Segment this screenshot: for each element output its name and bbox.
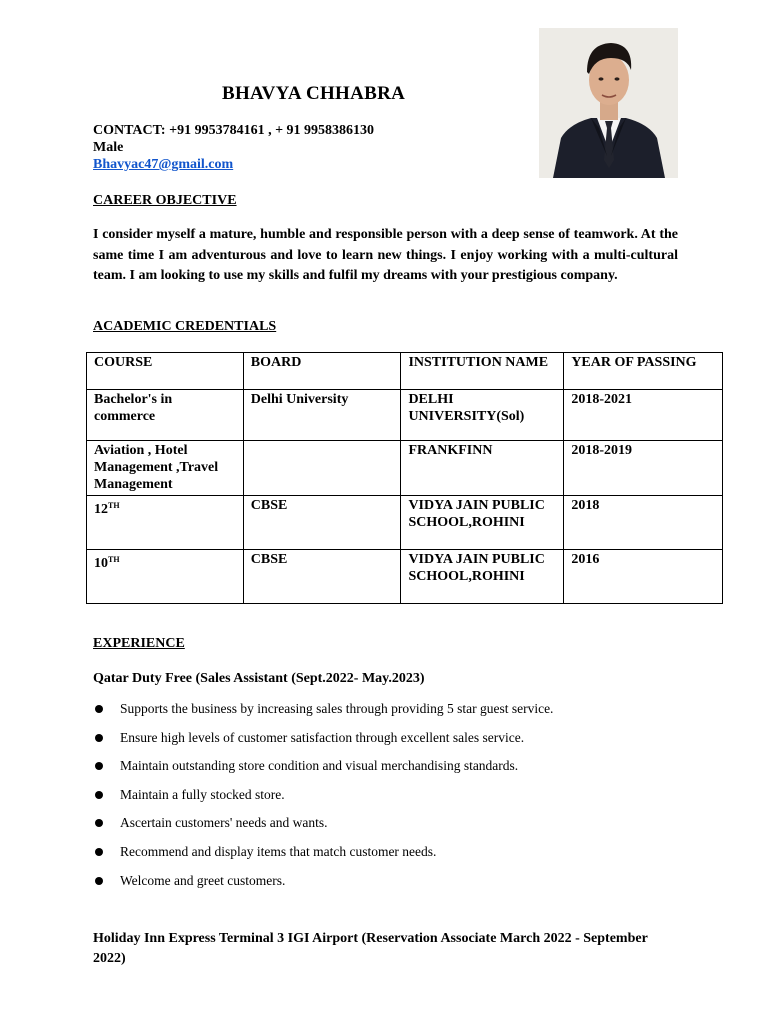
bullet-icon [95, 819, 103, 827]
career-objective-text: I consider myself a mature, humble and responsible person with a deep sense of teamwork. At the same time I am adventurous and love to learn new things. I enjoy working with a multi-cultural team. I am looking to use my skills and fulfil my dreams with your prestigious company. [93, 227, 678, 283]
table-row [87, 390, 723, 441]
list-item: Maintain a fully stocked store. [93, 785, 553, 814]
course-cell: 12TH [87, 496, 244, 550]
academic-table [86, 352, 723, 604]
bullet-icon [95, 791, 103, 799]
institution-cell: VIDYA JAIN PUBLIC SCHOOL,ROHINI [401, 496, 564, 550]
profile-photo [539, 28, 678, 178]
bullet-icon [95, 762, 103, 770]
column-header-year: YEAR OF PASSING [564, 353, 723, 390]
bullet-icon [95, 848, 103, 856]
board-cell: CBSE [243, 550, 401, 604]
column-header-institution: INSTITUTION NAME [401, 353, 564, 390]
course-cell: Bachelor's in commerce [87, 390, 244, 441]
list-item: Recommend and display items that match customer needs. [93, 842, 553, 871]
list-item: Supports the business by increasing sales through providing 5 star guest service. [93, 699, 553, 728]
board-cell [243, 441, 401, 496]
duty-list [93, 699, 553, 899]
table-row [87, 496, 723, 550]
table-row [87, 550, 723, 604]
table-row [87, 441, 723, 496]
course-cell: 10TH [87, 550, 244, 604]
year-cell: 2018 [564, 496, 723, 550]
job-title-qatar-duty-free: Qatar Duty Free (Sales Assistant (Sept.2022- May.2023) [93, 671, 425, 686]
candidate-name: BHAVYA CHHABRA [222, 83, 406, 104]
column-header-board: BOARD [243, 353, 401, 390]
board-cell: Delhi University [243, 390, 401, 441]
institution-cell: VIDYA JAIN PUBLIC SCHOOL,ROHINI [401, 550, 564, 604]
bullet-icon [95, 877, 103, 885]
bullet-icon [95, 705, 103, 713]
contact-block [93, 122, 374, 173]
year-cell: 2016 [564, 550, 723, 604]
email-link[interactable]: Bhavyac47@gmail.com [93, 157, 234, 172]
bullet-icon [95, 734, 103, 742]
year-cell: 2018-2019 [564, 441, 723, 496]
institution-cell: DELHI UNIVERSITY(Sol) [401, 390, 564, 441]
profile-photo-icon [539, 28, 678, 178]
career-objective-heading: CAREER OBJECTIVE [93, 193, 237, 208]
job-title-holiday-inn: Holiday Inn Express Terminal 3 IGI Airport (Reservation Associate March 2022 - September 2022) [93, 931, 648, 966]
list-item: Welcome and greet customers. [93, 871, 553, 900]
academic-credentials-heading: ACADEMIC CREDENTIALS [93, 319, 277, 334]
course-cell: Aviation , Hotel Management ,Travel Management [87, 441, 244, 496]
list-item: Maintain outstanding store condition and visual merchandising standards. [93, 756, 553, 785]
table-header-row [87, 353, 723, 390]
column-header-course: COURSE [87, 353, 244, 390]
contact-phone: CONTACT: +91 9953784161 , + 91 9958386130 [93, 123, 375, 138]
list-item: Ensure high levels of customer satisfaction through excellent sales service. [93, 728, 553, 757]
institution-cell: FRANKFINN [401, 441, 564, 496]
list-item: Ascertain customers' needs and wants. [93, 813, 553, 842]
experience-heading: EXPERIENCE [93, 636, 185, 651]
gender: Male [93, 140, 124, 155]
board-cell: CBSE [243, 496, 401, 550]
year-cell: 2018-2021 [564, 390, 723, 441]
